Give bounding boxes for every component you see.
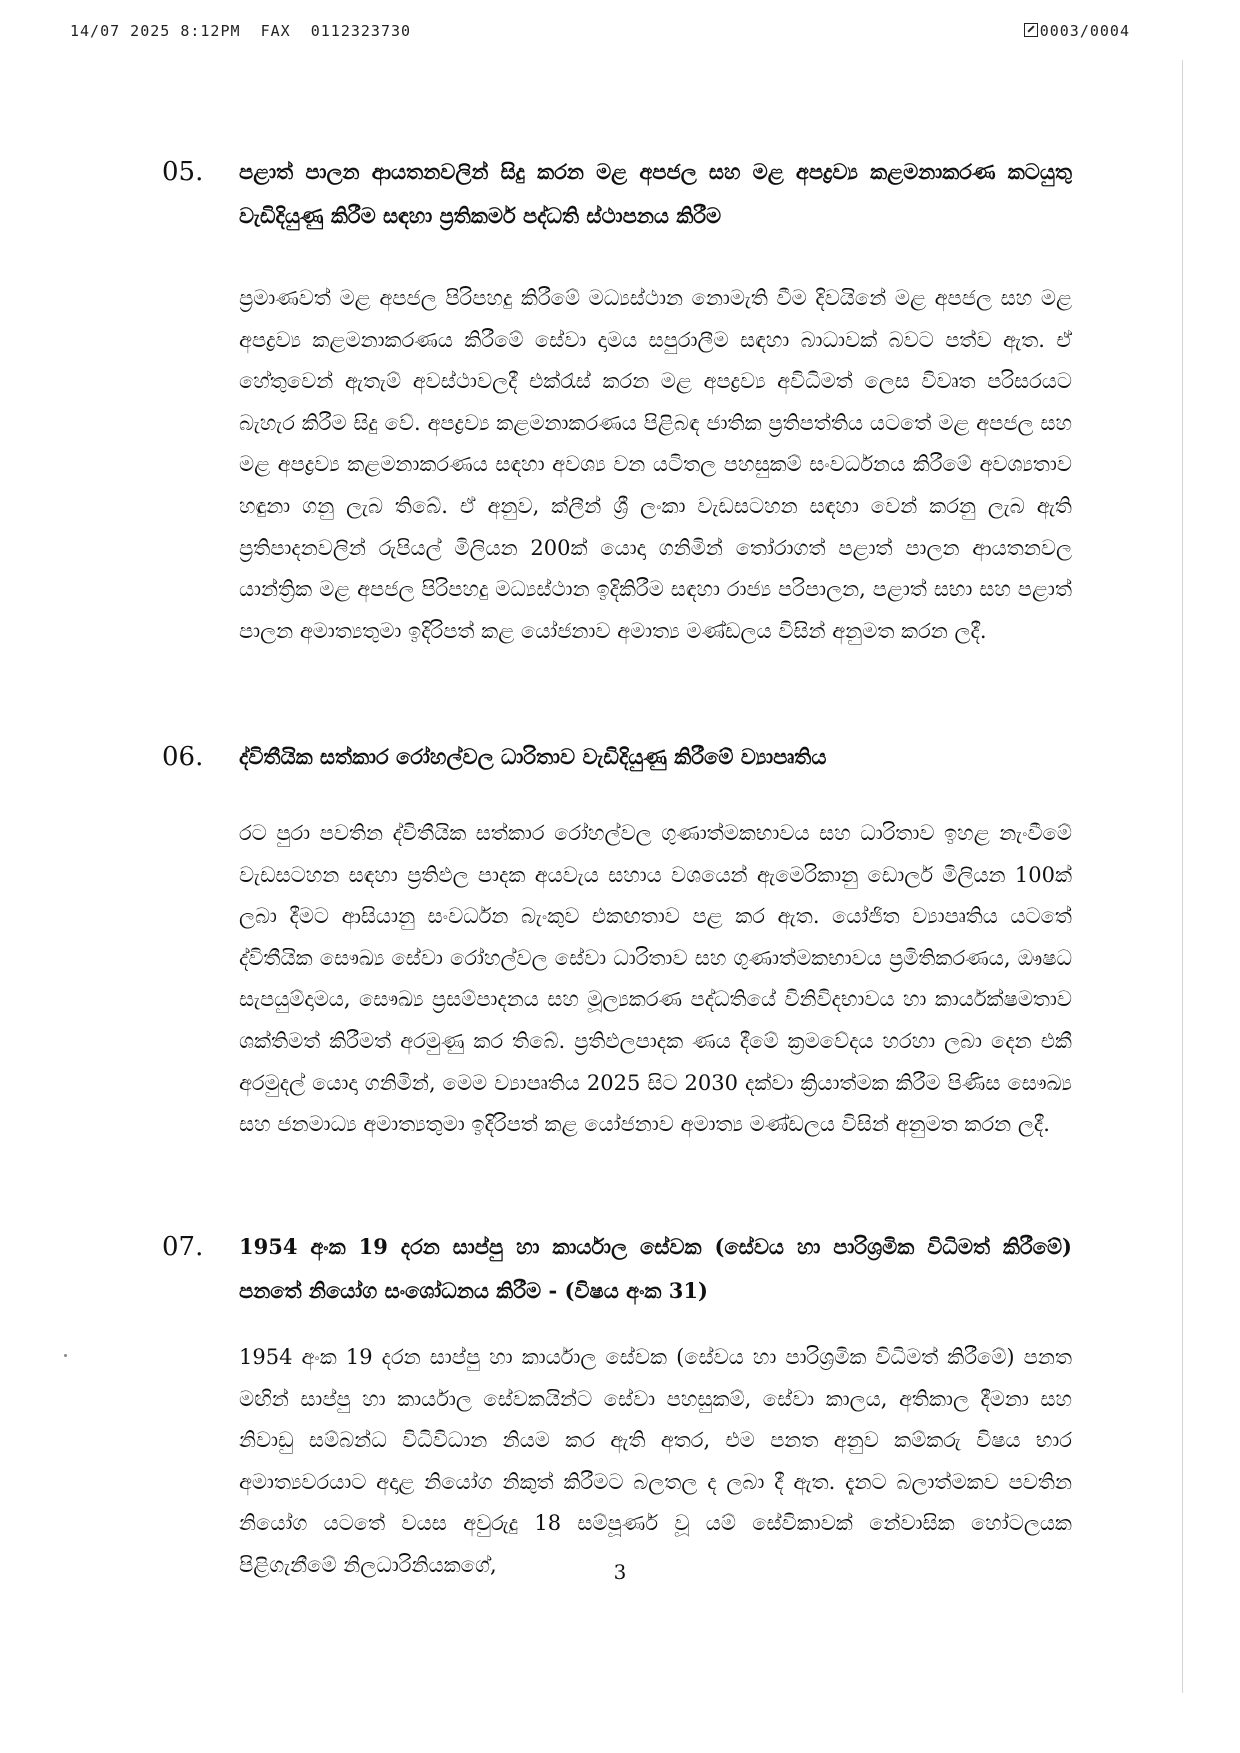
fax-transmission-info	[70, 22, 411, 40]
scan-speck	[64, 1354, 67, 1357]
section-body: 1954 අංක 19 දරන සාප්පු හා කාර්යාල සේවක (සේවය හා පාරිශ්‍රමික විධිමත් කිරීමේ) පනත මඟින් සාප්පු හා කාර්යාල සේවකයින්ට සේවා පහසුකම්, සේවා කාලය, අතිකාල දීමනා සහ නිවාඩු සම්බන්ධ විධිවිධාන නියම කර ඇති අතර, එම පනත අනුව කම්කරු විෂය භාර අමාත්‍යවරයාට අදාළ නියෝග නිකුත් කිරීමට බලතල ද ලබා දී ඇත. දැනට බලාත්මකව පවතින නියෝග යටතේ වයස අවුරුදු 18 සම්පූර්ණ වූ යම් සේවිකාවක් නේවාසික හෝටලයක පිළිගැනීමේ නිලධාරිනියකගේ,	[239, 1345, 1072, 1577]
fax-page-counter-wrap	[1024, 22, 1130, 40]
section-number: 06.	[162, 742, 204, 772]
fax-header	[70, 22, 1130, 46]
scan-edge-line	[1182, 60, 1183, 1693]
checkbox-icon	[1024, 23, 1038, 37]
section-title: ද්විතීයික සත්කාර රෝහල්වල ධාරිතාව වැඩිදියුණු කිරීමේ ව්‍යාපෘතිය	[239, 744, 827, 769]
section-number: 05.	[162, 157, 204, 187]
fax-date: 14/07 2025	[70, 22, 171, 40]
section-title: 1954 අංක 19 දරන සාප්පු හා කාර්යාල සේවක (සේවය හා පාරිශ්‍රමික විධිමත් කිරීමේ) පනතේ නියෝග සංශෝධනය කිරීම - (විෂය අංක 31)	[239, 1234, 1072, 1303]
section-06	[162, 735, 1072, 1215]
section-body: ප්‍රමාණවත් මළ අපජල පිරිපහදු කිරීමේ මධ්‍යස්ථාන නොමැති වීම දිවයිනේ මළ අපජල සහ මළ අපද්‍රව්‍ය කළමනාකරණය කිරීමේ සේවා දාමය සපුරාලීම සඳහා බාධාවක් බවට පත්ව ඇත. ඒ හේතුවෙන් ඇතැම් අවස්ථාවලදී එක්රැස් කරන මළ අපද්‍රව්‍ය අවිධිමත් ලෙස විවෘත පරිසරයට බැහැර කිරීම සිදු වේ. අපද්‍රව්‍ය කළමනාකරණය පිළිබඳ ජාතික ප්‍රතිපත්තිය යටතේ මළ අපජල සහ මළ අපද්‍රව්‍ය කළමනාකරණය සඳහා අවශ්‍ය වන යටිතල පහසුකම් සංවර්ධනය කිරීමේ අවශ්‍යතාව හඳුනා ගනු ලැබ තිබේ. ඒ අනුව, ක්ලීන් ශ්‍රී ලංකා වැඩසටහන සඳහා වෙන් කරනු ලැබ ඇති ප්‍රතිපාදනවලින් රුපියල් මිලියන 200ක් යොදා ගනිමින් තෝරාගත් පළාත් පාලන ආයතනවල යාන්ත්‍රික මළ අපජල පිරිපහදු මධ්‍යස්ථාන ඉදිකිරීම සඳහා රාජ්‍ය පරිපාලන, පළාත් සභා සහ පළාත් පාලන අමාත්‍යතුමා ඉදිරිපත් කළ යෝජනාව අමාත්‍ය මණ්ඩලය විසින් අනුමත කරන ලදී.	[239, 286, 1072, 643]
page-number: 3	[613, 1560, 627, 1584]
section-number: 07.	[162, 1232, 204, 1262]
section-07	[162, 1225, 1072, 1577]
fax-time: 8:12PM	[180, 22, 241, 40]
section-05	[162, 150, 1072, 710]
section-body: රට පුරා පවතින ද්විතීයික සත්කාර රෝහල්වල ගුණාත්මකභාවය සහ ධාරිතාව ඉහළ නැංවීමේ වැඩසටහන සඳහා ප්‍රතිඵල පාදක අයවැය සහාය වශයෙන් ඇමෙරිකානු ඩොලර් මිලියන 100ක් ලබා දීමට ආසියානු සංවර්ධන බැංකුව එකඟතාව පළ කර ඇත. යෝජිත ව්‍යාපෘතිය යටතේ ද්විතීයික සෞඛ්‍ය සේවා රෝහල්වල සේවා ධාරිතාව සහ ගුණාත්මකභාවය ප්‍රමිතිකරණය, ඖෂධ සැපයුම්දාමය, සෞඛ්‍ය ප්‍රසම්පාදනය සහ මූල්‍යකරණ පද්ධතියේ විනිවිදභාවය හා කාර්යක්ෂමතාව ශක්තිමත් කිරීමත් අරමුණු කර තිබේ. ප්‍රතිඵලපාදක ණය දීමේ ක්‍රමවේදය හරහා ලබා දෙන එකී අරමුදල් යොදා ගනිමින්, මෙම ව්‍යාපෘතිය 2025 සිට 2030 දක්වා ක්‍රියාත්මක කිරීම පිණිස සෞඛ්‍ය සහ ජනමාධ්‍ය අමාත්‍යතුමා ඉදිරිපත් කළ යෝජනාව අමාත්‍ය මණ්ඩලය විසින් අනුමත කරන ලදී.	[239, 821, 1072, 1137]
fax-number: 0112323730	[310, 22, 412, 40]
section-title: පළාත් පාලන ආයතනවලින් සිදු කරන මළ අපජල සහ මළ අපද්‍රව්‍ය කළමනාකරණ කටයුතු වැඩිදියුණු කිරීම සඳහා ප්‍රතිකර්ම පද්ධති ස්ථාපනය කිරීම	[239, 159, 1072, 228]
fax-page-counter: 0003/0004	[1039, 22, 1130, 40]
fax-label: FAX	[260, 22, 291, 40]
